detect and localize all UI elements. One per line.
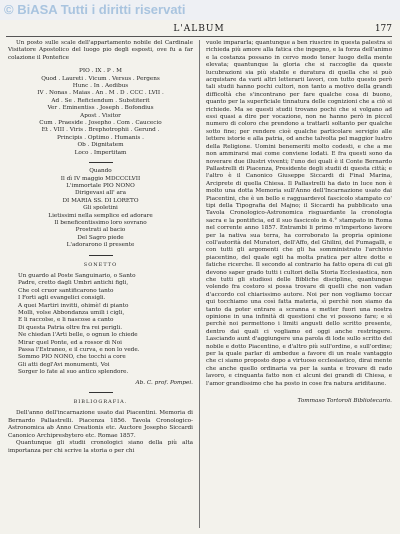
inscription-line: Hunc . In . Aedibus: [72, 83, 129, 90]
sonnet-line: Sorger lo fate al suo antico splendore.: [18, 369, 129, 376]
inscription-line: Ver . Eminentiss . Joseph . Bofondius: [47, 105, 154, 112]
divider: [89, 162, 113, 163]
column-divider: [199, 40, 200, 528]
sonnet-line: Sommo PIO NONO, che tocchi a core: [18, 354, 126, 361]
sonnet-line: Molli, volse Abbondanza umili i cigli,: [18, 310, 125, 316]
sonnet-line: Di questa Patria oltre fra rei perigli.: [18, 324, 123, 331]
dedication-line: Il beneficentissimo loro sovrano: [54, 219, 147, 226]
inscription-line: Apost . Visitor: [80, 112, 121, 119]
bibliography-entry: Dell'anno dell'incarnazione usato dai Piacentini. Memoria di Bernardo Pallastrelli. Piacenza 1856. Tavola Cronologico-Astronomica ab Anno Creationis etc. Auctore Josepho Siccardi Canonico Archipresbytero etc. Romae 1857.: [8, 410, 193, 439]
left-column: [8, 40, 193, 455]
inscription-line: Cum . Praeside . Josepho . Com . Caucecio: [39, 120, 162, 127]
sonnet-line: Che col cruor santificarono tanto: [18, 287, 114, 294]
dedication-line: Lietissimi nella semplice ed adorare: [48, 212, 153, 219]
inscription-line: Et . VIII . Viris . Brephotrophii . Gerund .: [41, 127, 160, 134]
dedication-line: Prostrati al bacio: [75, 227, 126, 234]
latin-inscription: [8, 68, 193, 157]
dedication-line: L'adorarono il presente: [66, 242, 135, 249]
page-number: 177: [374, 24, 392, 34]
inscription-line: Ob . Dignitatem: [77, 142, 124, 149]
sonnet-text: [8, 273, 193, 377]
sonnet-line: Passa l'Estraneo, e il curva, e non lo vede.: [18, 347, 140, 354]
dedication-line: Quando: [89, 168, 112, 175]
inscription-line: Principis . Optimo . Humanis .: [57, 134, 144, 141]
sonnet-line: Gli atti degl'Avi monumenti, Voi: [18, 361, 110, 368]
watermark-banner: © BiASA Tutti i diritti riservati: [0, 0, 400, 20]
sonnet-line: E li raccolse, e li nascose a canto: [18, 317, 114, 324]
inscription-line: Ad . Se . Reficiendum . Substiterit: [51, 97, 150, 104]
dedication-line: L'immortale PIO NONO: [66, 182, 135, 189]
dedication-line: Dirigevasi all' ara: [75, 190, 126, 197]
italian-dedication: [8, 168, 193, 249]
sonnet-line: Un guardo al Poste Sanguinario, o Santo: [18, 272, 136, 279]
sonnet-line: A quei Martiri invitti, ohimè! di pianto: [18, 302, 129, 309]
bibliography-heading: BIBLIOGRAFIA.: [73, 399, 128, 406]
article-body: vuole impararla; quantunque a ben riuscire in questa palestra si richieda più amore alla fatica che ingegno, e la forza dell'animo e la costanza possano in cervo modo tener luogo della mente elevata; quantunque la gloria che si raccoglie da queste lucubrazioni sia più stabile e duratura di quella che si può acquistare da varii altri letterarii lavori, con tutto questo però tali studii hanno pochi cultori, non tanto a motivo della grandi difficoltà che s'incontrano per fare qualche cosa di buono, quanto per la superficiale tinnatura delle cognizioni che a ciò si richiede. Ma se questi studii trovano pochi che si volgano ad essi quasi a dire per vocazione, non ne hanno però in piccol numero di coloro che prendono a trattarli soltanto per qualche sotto fine; per rendere cioè qualche particolare servigio alle lettere istorie e alla patria, od anche talvolta pel maggior lustro della Religione. Uomini benemeriti molto codesti, e che a me non ammirarsi mai come conviene lodati. E fra questi sono da noverare due illustri viventi; l'uno dei quali è il Conte Bernardo Pallastrelli di Piacenza, Presidente degli studii di questa città; e l'altro è il Canonico Giuseppe Siccardi di Final Marina, Arciprete di quella Chiesa. Il Pallastrelli ha dato in luce non è molto una dotta Memoria sull'Anno dell'Incarnazione usato dai Piacentini, che è un bello e ragguardevol fascicolo stampato co' tipi della Tipografia del Majno; il Siccardi ha pubblicato una Tavola Cronologico-Astronomica risguardante la cronologia sacra e la pontificia, ed il suo fascicolo in 4.° stampato in Roma nel corrente anno 1857. Entrambi li primo m'impertono lavore per la nativa sua terra, ha corroborato la propria opinione coll'autorità del Muratori, dell'Affo, del Ghilini, del Fumagalli, e con tutti gli argomenti che gli ha somministrato l'archivio piacentino, del quale egli ha molta pratica per altre dotte e fatiche ricerche. Il secondo al contrario ha fatto opera di cui gli devono saper grado tutti i cultori della Storia Ecclesiastica, non che tutti gli studiosi delle Bibliche discipline, quantunque volendo fra costoro si possa trovare di quelli che non vadan d'accordo col chiarissimo autore. Noi per non vogliamo toccar qui tocchiamo una così fatta materia, sì perchè non siamo da tanto da poter entrare a scranna e metter fuori una nostra opinione in una infinità di questioni che vi possono fare; e sì perchè noi permettono i limiti angusti dello scritto presente, dentro dai quali ci vogliamo ed oggi anche restringere. Lasciando aunt d'aggiungere una parola di lode sullo scritto del nobile e dotto Piacentino, e d'altro più sull'ordine, e sull'ordine; per la quale parlar di ambedue a favore di un reale vantaggio che ci siamo proposto dopo a virtuoso ecclesiastico, dirai mente che anche quello ordinaria va per la santa e trovare di rado lavoro, e cinquanta fatto non ci alcuni dei grandi di Chiesa, e l'amor grandissimo che ha posto in cose fra natura ariditaune.: [206, 40, 392, 387]
dedication-line: DI MARIA SS. DI LORETO: [62, 197, 139, 204]
divider: [89, 255, 113, 256]
inscription-line: Loco . Impertitam: [74, 149, 127, 156]
sonnet-line: I Forti agli evangelici consigli.: [18, 295, 106, 302]
sonnet-line: Ne chiedan l'Arti belle, o ognun lo chiede: [18, 332, 138, 339]
sonnet-line: Padre, cretto dagli Umbri antichi figli,: [18, 280, 129, 287]
right-column: [206, 40, 392, 406]
divider: [89, 392, 113, 393]
intro-paragraph: Un posto sulle scale dell'appartamento nobile del Cardinale Visitatore Apostolico del luogo pio degli esposti, ove fu a far colazione il Pontefice: [8, 40, 193, 61]
article-signature: Tommaso Tortoroli Bibliotecario.: [297, 398, 392, 405]
inscription-line: IV . Nonas . Maias . An . M . D . CCC . LVII .: [37, 90, 164, 97]
closing-paragraph: Quantunque gli studii cronologici siano della più alta importanza per chi scrive la storia o per chi: [8, 440, 193, 454]
sonnet-line: Mirar quel Ponte, ed a rossor di Noi: [18, 339, 122, 346]
page-header: [6, 24, 392, 37]
journal-title: L'ALBUM: [173, 24, 225, 34]
dedication-line: Il dì IV maggio MDCCCLVII: [60, 175, 141, 182]
sonnet-signature: Ab. C. prof. Pompei.: [135, 379, 193, 386]
inscription-line: PIO . IX . P . M: [79, 68, 122, 75]
inscription-line: Quod . Laureti . Vicum . Versus . Pergens: [41, 75, 160, 82]
dedication-line: Del Sagro piede: [77, 234, 124, 241]
sonnet-heading: SONETTO: [83, 261, 118, 268]
dedication-line: Gli spoletini: [83, 205, 118, 212]
